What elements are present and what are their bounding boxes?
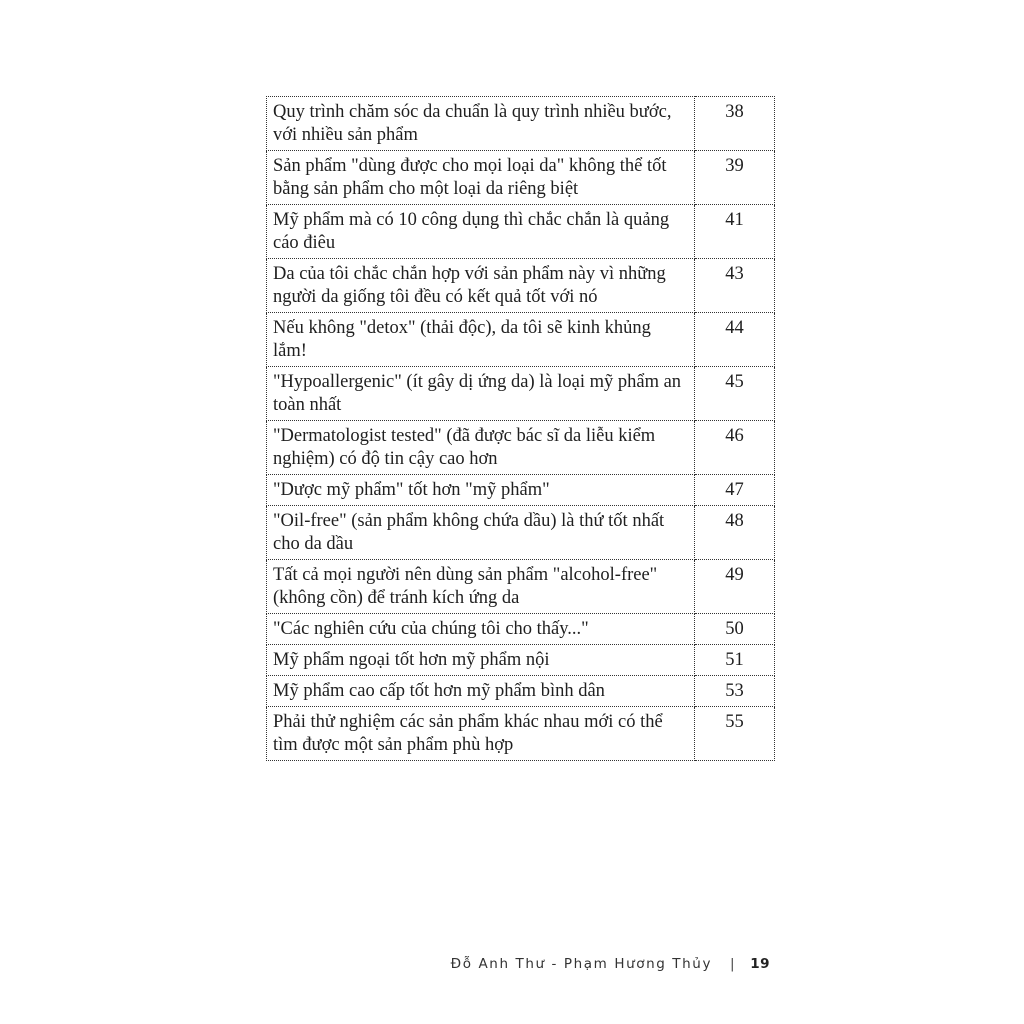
footer-separator: | [730, 956, 737, 972]
page-footer [451, 956, 770, 972]
toc-entry-title: "Dược mỹ phẩm" tốt hơn "mỹ phẩm" [267, 475, 695, 506]
toc-entry-page: 55 [695, 707, 775, 761]
toc-row [267, 475, 775, 506]
toc-row [267, 205, 775, 259]
toc-entry-title: "Hypoallergenic" (ít gây dị ứng da) là loại mỹ phẩm an toàn nhất [267, 367, 695, 421]
toc-entry-title: Mỹ phẩm ngoại tốt hơn mỹ phẩm nội [267, 645, 695, 676]
toc-entry-title: Phải thử nghiệm các sản phẩm khác nhau mới có thể tìm được một sản phẩm phù hợp [267, 707, 695, 761]
toc-entry-title: Mỹ phẩm mà có 10 công dụng thì chắc chắn là quảng cáo điêu [267, 205, 695, 259]
toc-entry-page: 51 [695, 645, 775, 676]
toc-entry-title: Nếu không "detox" (thải độc), da tôi sẽ kinh khủng lắm! [267, 313, 695, 367]
toc-entry-page: 41 [695, 205, 775, 259]
toc-entry-page: 49 [695, 560, 775, 614]
toc-entry-title: "Các nghiên cứu của chúng tôi cho thấy..." [267, 614, 695, 645]
toc-entry-page: 47 [695, 475, 775, 506]
toc-entry-page: 44 [695, 313, 775, 367]
toc-row [267, 97, 775, 151]
toc-row [267, 645, 775, 676]
footer-authors: Đỗ Anh Thư - Phạm Hương Thủy [450, 956, 713, 972]
toc-row [267, 676, 775, 707]
toc-row [267, 151, 775, 205]
toc-entry-page: 53 [695, 676, 775, 707]
toc-entry-title: Tất cả mọi người nên dùng sản phẩm "alcohol-free" (không cồn) để tránh kích ứng da [267, 560, 695, 614]
toc-entry-title: "Dermatologist tested" (đã được bác sĩ da liễu kiểm nghiệm) có độ tin cậy cao hơn [267, 421, 695, 475]
toc-entry-title: Quy trình chăm sóc da chuẩn là quy trình nhiều bước, với nhiều sản phẩm [267, 97, 695, 151]
toc-entry-page: 50 [695, 614, 775, 645]
toc-entry-title: Mỹ phẩm cao cấp tốt hơn mỹ phẩm bình dân [267, 676, 695, 707]
toc-row [267, 313, 775, 367]
toc-entry-page: 46 [695, 421, 775, 475]
toc-entry-title: Da của tôi chắc chắn hợp với sản phẩm này vì những người da giống tôi đều có kết quả tốt với nó [267, 259, 695, 313]
toc-entry-title: Sản phẩm "dùng được cho mọi loại da" không thể tốt bằng sản phẩm cho một loại da riêng biệt [267, 151, 695, 205]
toc-row [267, 560, 775, 614]
toc-row [267, 506, 775, 560]
toc-row [267, 421, 775, 475]
toc-row [267, 707, 775, 761]
page-number: 19 [750, 956, 770, 972]
toc-entry-page: 38 [695, 97, 775, 151]
table-of-contents [266, 96, 775, 761]
toc-row [267, 614, 775, 645]
toc-entry-title: "Oil-free" (sản phẩm không chứa dầu) là thứ tốt nhất cho da dầu [267, 506, 695, 560]
toc-row [267, 367, 775, 421]
toc-entry-page: 48 [695, 506, 775, 560]
toc-entry-page: 39 [695, 151, 775, 205]
toc-row [267, 259, 775, 313]
toc-entry-page: 43 [695, 259, 775, 313]
toc-entry-page: 45 [695, 367, 775, 421]
